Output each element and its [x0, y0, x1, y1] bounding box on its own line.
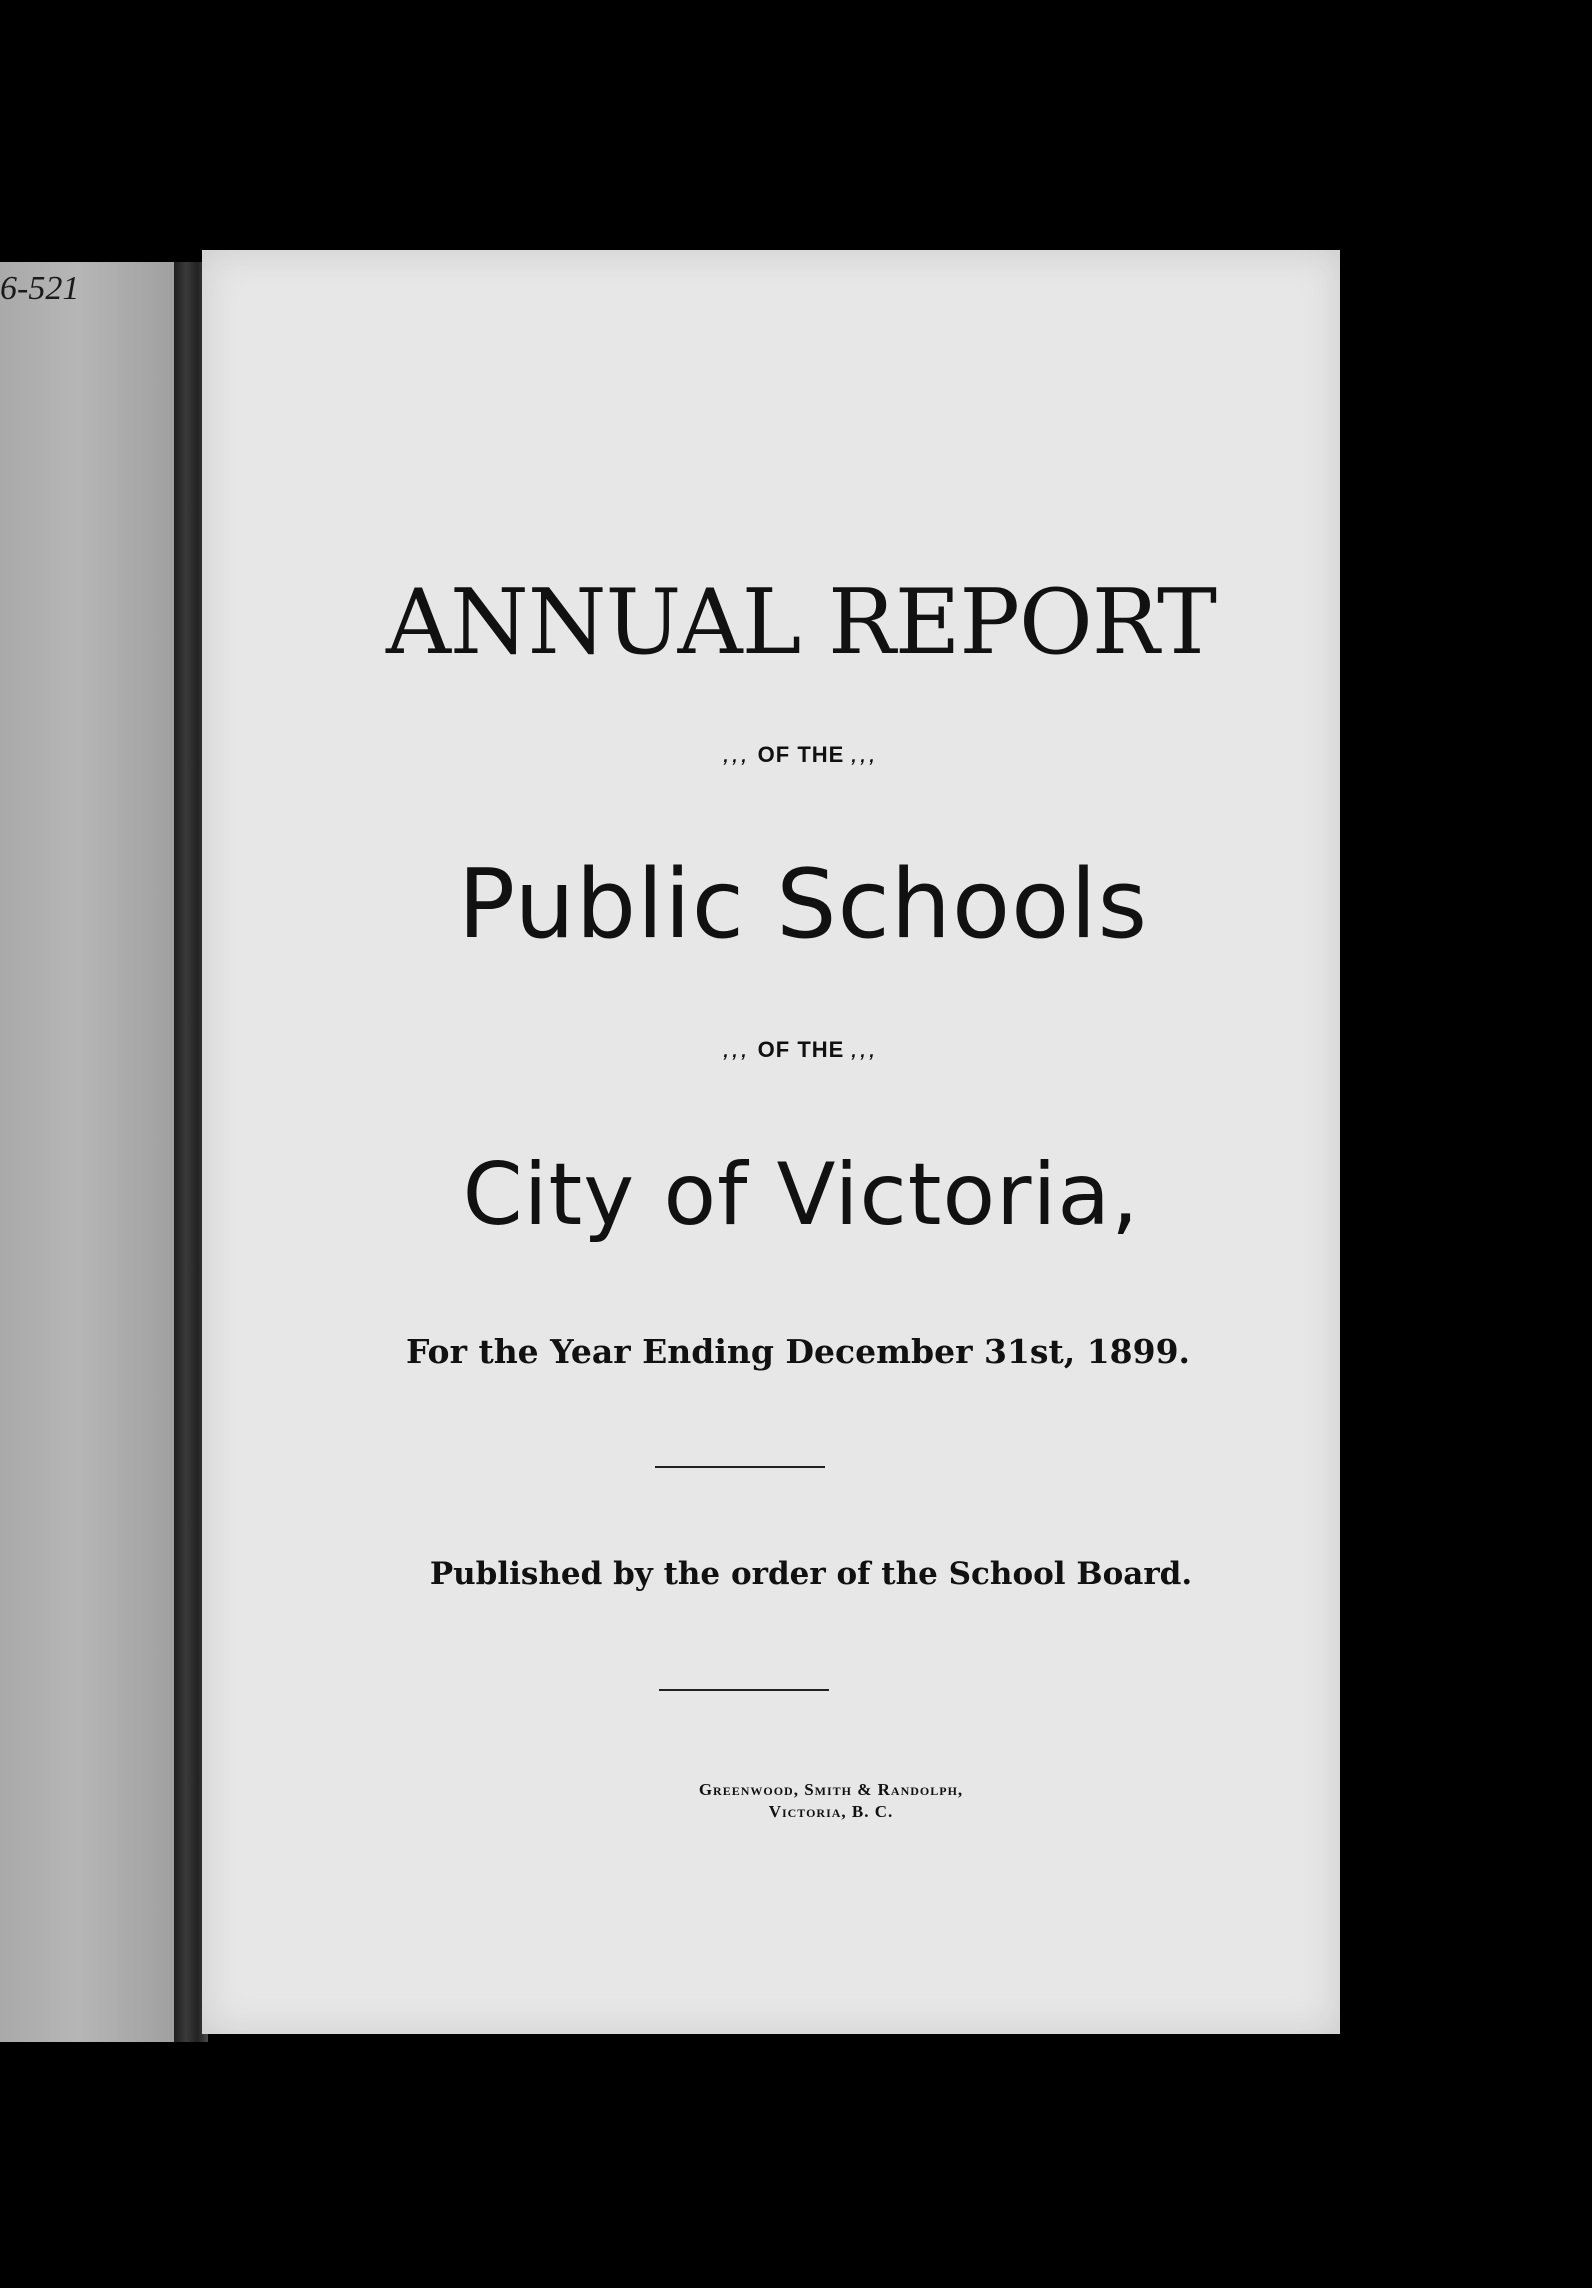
title-page [202, 250, 1340, 2034]
printer-name: Greenwood, Smith & Randolph, [698, 1780, 964, 1799]
report-subject: Public Schools [457, 850, 1149, 960]
of-the-line-1 [232, 742, 1370, 768]
divider-rule-1 [655, 1466, 825, 1468]
of-the-line-2 [232, 1037, 1370, 1063]
year-line: For the Year Ending December 31st, 1899. [405, 1332, 1191, 1371]
of-the-text-1: OF THE [757, 742, 845, 767]
printer-location: Victoria, B. C. [768, 1802, 894, 1821]
ornament-dots-left: ,,, [723, 1041, 751, 1061]
published-line: Published by the order of the School Board. [429, 1556, 1193, 1592]
city-name: City of Victoria, [462, 1145, 1140, 1245]
ornament-dots-right: ,,, [851, 1041, 879, 1061]
report-title: ANNUAL REPORT [386, 570, 1216, 675]
of-the-text-2: OF THE [757, 1037, 845, 1062]
ornament-dots-left: ,,, [723, 746, 751, 766]
title-page-content [202, 250, 1340, 2034]
ornament-dots-right: ,,, [851, 746, 879, 766]
facing-page [0, 262, 192, 2042]
divider-rule-2 [659, 1689, 829, 1691]
margin-mark: 6-521 [0, 270, 80, 307]
